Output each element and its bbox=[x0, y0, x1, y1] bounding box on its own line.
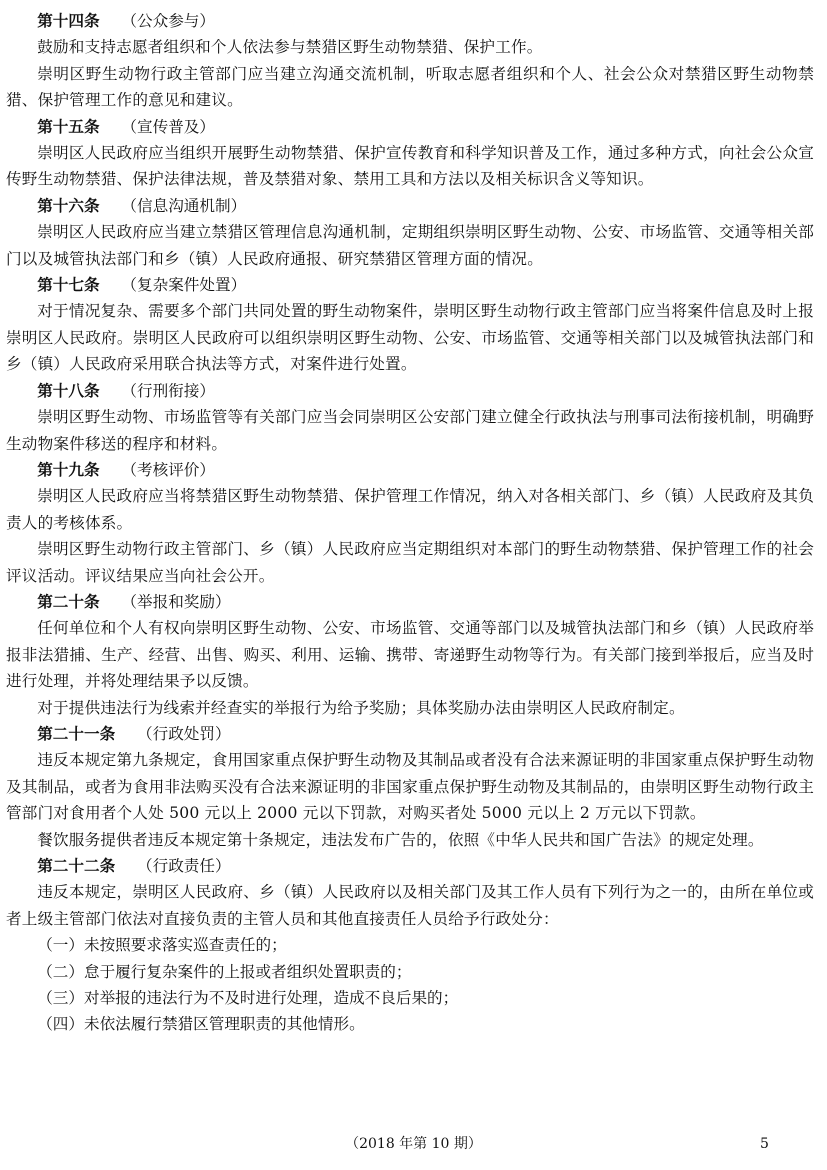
article-topic: （考核评价） bbox=[121, 460, 215, 479]
article-number: 第十六条 bbox=[37, 196, 100, 215]
article-heading bbox=[6, 457, 814, 483]
article-heading bbox=[6, 721, 814, 747]
article-number: 第二十条 bbox=[37, 592, 100, 611]
article-paragraph: 违反本规定第九条规定，食用国家重点保护野生动物及其制品或者没有合法来源证明的非国家重点保护野生动物及其制品，或者为食用非法购买没有合法来源证明的非国家重点保护野生动物及其制品的，由崇明区野生动物行政主管部门对食用者个人处 500 元以上 2000 元以下罚款，对购买者处 5000 元以上 2 万元以下罚款。 bbox=[6, 751, 814, 823]
list-item: （一）未按照要求落实巡查责任的； bbox=[37, 936, 287, 955]
page-footer bbox=[0, 1132, 827, 1156]
article-paragraph: 崇明区人民政府应当建立禁猎区管理信息沟通机制，定期组织崇明区野生动物、公安、市场监管、交通等相关部门以及城管执法部门和乡（镇）人民政府通报、研究禁猎区管理方面的情况。 bbox=[6, 223, 814, 268]
article-paragraph: 对于情况复杂、需要多个部门共同处置的野生动物案件，崇明区野生动物行政主管部门应当将案件信息及时上报崇明区人民政府。崇明区人民政府可以组织崇明区野生动物、公安、市场监管、交通等相关部门以及城管执法部门和乡（镇）人民政府采用联合执法等方式，对案件进行处置。 bbox=[6, 302, 814, 374]
article-number: 第十五条 bbox=[37, 117, 100, 136]
issue-label: （2018 年第 10 期） bbox=[345, 1136, 482, 1152]
article-paragraph: 违反本规定，崇明区人民政府、乡（镇）人民政府以及相关部门及其工作人员有下列行为之一的，由所在单位或者上级主管部门依法对直接负责的主管人员和其他直接责任人员给予行政处分： bbox=[6, 883, 814, 928]
article-topic: （举报和奖励） bbox=[121, 592, 231, 611]
article-heading bbox=[6, 853, 814, 879]
article-topic: （公众参与） bbox=[121, 12, 215, 30]
article-topic: （信息沟通机制） bbox=[121, 196, 247, 215]
article-paragraph: 对于提供违法行为线索并经查实的举报行为给予奖励；具体奖励办法由崇明区人民政府制定。 bbox=[37, 698, 685, 717]
document-body bbox=[6, 8, 814, 1038]
article-heading bbox=[6, 193, 814, 219]
article-paragraph: 鼓励和支持志愿者组织和个人依法参与禁猎区野生动物禁猎、保护工作。 bbox=[37, 38, 543, 57]
list-item: （三）对举报的违法行为不及时进行处理，造成不良后果的； bbox=[37, 989, 459, 1008]
article-paragraph: 崇明区人民政府应当组织开展野生动物禁猎、保护宣传教育和科学知识普及工作，通过多种方式，向社会公众宣传野生动物禁猎、保护法律法规，普及禁猎对象、禁用工具和方法以及相关标识含义等知识。 bbox=[6, 144, 814, 189]
article-heading bbox=[6, 8, 814, 34]
article-number: 第十九条 bbox=[37, 460, 100, 479]
article-paragraph: 任何单位和个人有权向崇明区野生动物、公安、市场监管、交通等部门以及城管执法部门和乡（镇）人民政府举报非法猎捕、生产、经营、出售、购买、利用、运输、携带、寄递野生动物等行为。有关部门接到举报后，应当及时进行处理，并将处理结果予以反馈。 bbox=[6, 619, 814, 691]
list-item: （二）怠于履行复杂案件的上报或者组织处置职责的； bbox=[37, 962, 412, 981]
article-number: 第二十一条 bbox=[37, 724, 116, 743]
article-topic: （行刑衔接） bbox=[121, 381, 215, 400]
article-topic: （行政责任） bbox=[137, 857, 231, 875]
article-paragraph: 崇明区野生动物、市场监管等有关部门应当会同崇明区公安部门建立健全行政执法与刑事司法衔接机制，明确野生动物案件移送的程序和材料。 bbox=[6, 408, 814, 453]
article-paragraph: 餐饮服务提供者违反本规定第十条规定，违法发布广告的，依照《中华人民共和国广告法》的规定处理。 bbox=[37, 830, 764, 849]
article-topic: （行政处罚） bbox=[137, 724, 231, 743]
list-item: （四）未依法履行禁猎区管理职责的其他情形。 bbox=[37, 1015, 365, 1034]
article-heading bbox=[6, 272, 814, 298]
article-heading bbox=[6, 378, 814, 404]
article-paragraph: 崇明区人民政府应当将禁猎区野生动物禁猎、保护管理工作情况，纳入对各相关部门、乡（镇）人民政府及其负责人的考核体系。 bbox=[6, 487, 814, 532]
article-number: 第十四条 bbox=[37, 12, 100, 30]
article-heading bbox=[6, 114, 814, 140]
article-number: 第二十二条 bbox=[37, 857, 116, 875]
article-topic: （宣传普及） bbox=[121, 117, 215, 136]
article-number: 第十八条 bbox=[37, 381, 100, 400]
article-paragraph: 崇明区野生动物行政主管部门、乡（镇）人民政府应当定期组织对本部门的野生动物禁猎、保护管理工作的社会评议活动。评议结果应当向社会公开。 bbox=[6, 540, 814, 585]
page-number: 5 bbox=[760, 1136, 769, 1152]
article-topic: （复杂案件处置） bbox=[121, 276, 247, 295]
article-paragraph: 崇明区野生动物行政主管部门应当建立沟通交流机制，听取志愿者组织和个人、社会公众对禁猎区野生动物禁猎、保护管理工作的意见和建议。 bbox=[6, 64, 814, 110]
article-number: 第十七条 bbox=[37, 276, 100, 295]
article-heading bbox=[6, 589, 814, 615]
